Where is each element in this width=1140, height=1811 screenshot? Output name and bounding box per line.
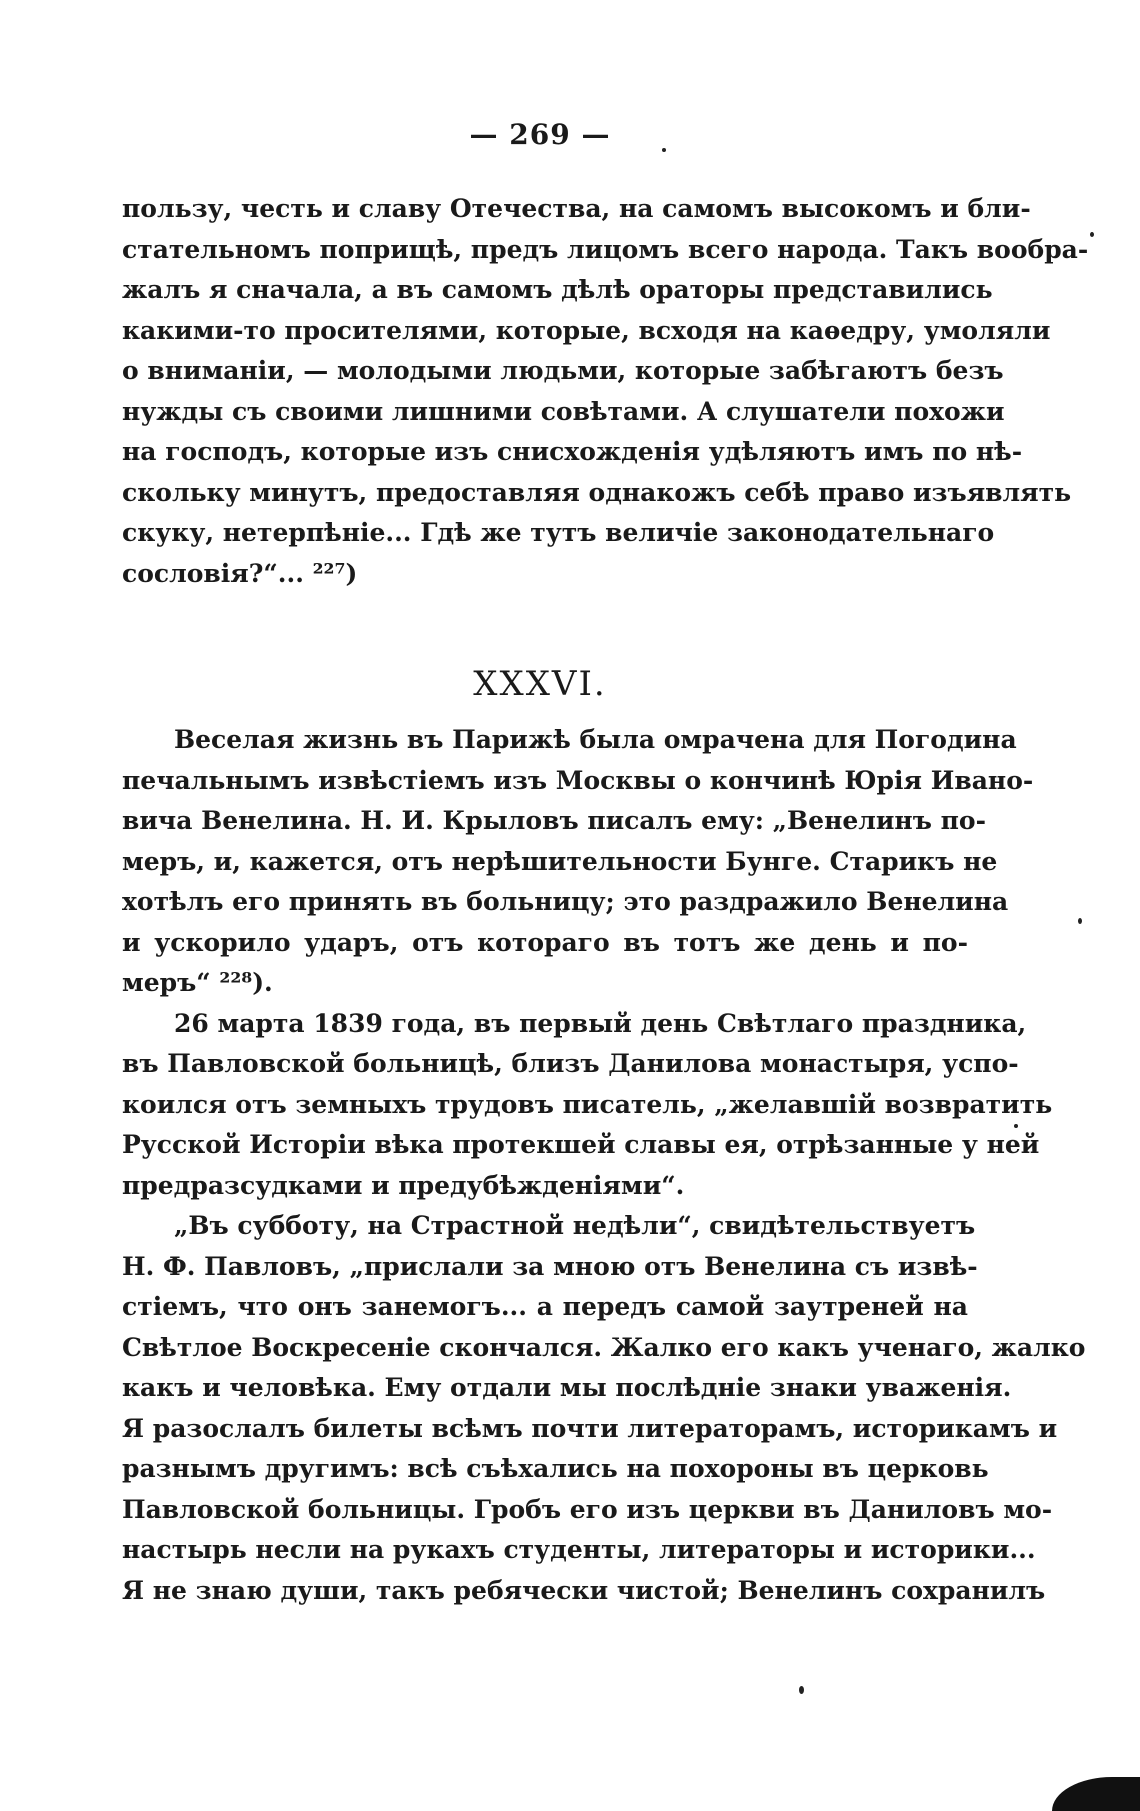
text-line: на господъ, которые изъ снисхожденія удѣляютъ имъ по нѣ- (122, 437, 1023, 466)
text-line: настырь несли на рукахъ студенты, литераторы и историки... (122, 1535, 1036, 1564)
text-line: скуку, нетерпѣніе... Гдѣ же тутъ величіе законодательнаго (122, 518, 995, 547)
text-line: жалъ я сначала, а въ самомъ дѣлѣ ораторы представились (122, 275, 993, 304)
text-line: печальнымъ извѣстіемъ изъ Москвы о кончинѣ Юрія Ивано- (122, 765, 1034, 795)
text-line: пользу, честь и славу Отечества, на самомъ высокомъ и бли- (122, 194, 1031, 223)
text-line: предразсудками и предубѣжденіями“. (122, 1170, 685, 1200)
text-line: Веселая жизнь въ Парижѣ была омрачена для Погодина (174, 725, 1017, 754)
text-line: стіемъ, что онъ занемогъ... а передъ самой заутреней на (122, 1292, 968, 1321)
text-line: меръ, и, кажется, отъ нерѣшительности Бунге. Старикъ не (122, 846, 998, 876)
text-line: Русской Исторіи вѣка протекшей славы ея, отрѣзанные у ней (122, 1130, 1040, 1159)
text-line: о вниманіи, — молодыми людьми, которые забѣгаютъ безъ (122, 356, 1004, 385)
paragraph (122, 1004, 1053, 1207)
text-line: какими-то просителями, которые, всходя на каѳедру, умоляли (122, 315, 1051, 345)
text-line: вича Венелина. Н. И. Крыловъ писалъ ему: „Венелинъ по- (122, 806, 986, 835)
text-line: нужды съ своими лишними совѣтами. А слушатели похожи (122, 396, 1005, 426)
scan-speck (1090, 232, 1094, 237)
text-line: сословія?“... ²²⁷) (122, 558, 358, 588)
scan-speck (1078, 918, 1082, 924)
text-line: меръ“ ²²⁸). (122, 968, 273, 997)
section-body (122, 720, 1086, 1611)
text-line: Я разослалъ билеты всѣмъ почти литераторамъ, историкамъ и (122, 1413, 1058, 1443)
text-line: Свѣтлое Воскресеніе скончался. Жалко его какъ ученаго, жалко (122, 1332, 1086, 1362)
section-heading: XXXVI. (473, 664, 607, 704)
paragraph (122, 720, 1034, 1004)
scan-speck (662, 148, 666, 152)
text-line: хотѣлъ его принять въ больницу; это раздражило Венелина (122, 887, 1009, 916)
text-line: Я не знаю души, такъ ребячески чистой; Венелинъ сохранилъ (122, 1575, 1046, 1605)
text-line: скольку минутъ, предоставляя однакожъ себѣ право изъявлять (122, 477, 1072, 507)
text-line: разнымъ другимъ: всѣ съѣхались на похороны въ церковь (122, 1454, 989, 1483)
scan-speck (799, 1686, 804, 1694)
text-line: Павловской больницы. Гробъ его изъ церкви въ Даниловъ мо- (122, 1494, 1053, 1524)
text-line: въ Павловской больницѣ, близъ Данилова монастыря, успо- (122, 1049, 1019, 1078)
text-line: 26 марта 1839 года, въ первый день Свѣтлаго праздника, (174, 1008, 1027, 1038)
scan-edge-blot (1052, 1777, 1140, 1811)
text-line: стательномъ поприщѣ, предъ лицомъ всего народа. Такъ вообра- (122, 234, 1089, 264)
text-line: какъ и человѣка. Ему отдали мы послѣдніе знаки уваженія. (122, 1373, 1012, 1402)
page-number: — 269 — (469, 118, 611, 151)
continued-paragraph (122, 189, 1089, 594)
paragraph (122, 1206, 1086, 1611)
text-line: „Въ субботу, на Страстной недѣли“, свидѣтельствуетъ (174, 1211, 976, 1240)
text-line: коился отъ земныхъ трудовъ писатель, „желавшій возвратить (122, 1089, 1053, 1119)
text-line: Н. Ф. Павловъ, „прислали за мною отъ Венелина съ извѣ- (122, 1251, 978, 1281)
text-line: и ускорило ударъ, отъ котораго въ тотъ же день и по- (122, 927, 968, 957)
scan-speck (1014, 1124, 1018, 1128)
